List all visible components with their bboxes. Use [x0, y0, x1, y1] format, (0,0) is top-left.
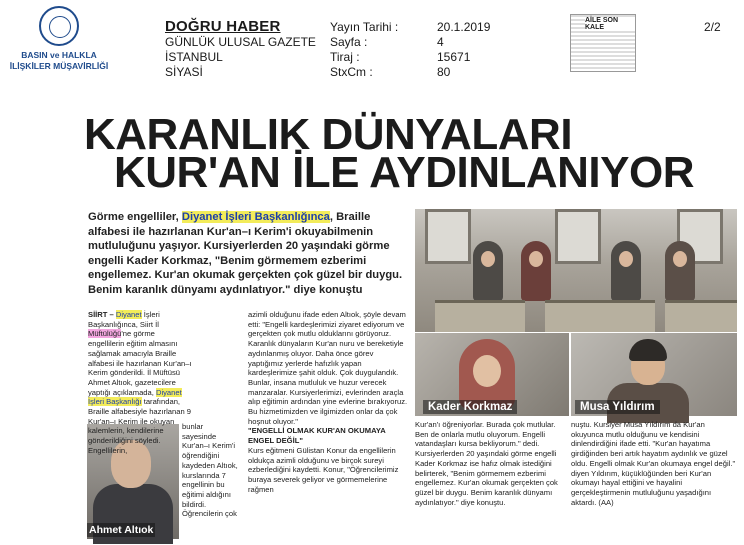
column-text: 'ne görme engellilerin eğitim almasını sağlamak amacıyla Braille alfabesi ile hazırlanan Kur'an–ı Kerim gönderildi. İl Müftüsü Ahmet Altıok, gazetecilere yaptığı açıklamada,: [88, 329, 192, 397]
desk-shape: [435, 300, 525, 332]
article-column-3: Kur'an'ı öğreniyorlar. Burada çok mutlular. Ben de onlarla mutlu oluyorum. Engelli vatandaşları kursa bekliyorum." dedi. Kursiyerlerden 20 yaşındaki görme engelli Kader Korkmaz ise hafız olmak istediğini belirterek, "Benim görmemem ezberimi engellemez. Kur'an okumak gerçekten çok güzel bir duygu. Benim karanlık dünyamı aydınlatıyor." diye konuştu.: [415, 420, 558, 507]
label-stxcm: StxCm :: [330, 65, 373, 79]
window-shape: [555, 209, 601, 264]
org-name: BASIN ve HALKLA İLİŞKİLER MÜŞAVİRLİĞİ: [9, 50, 109, 71]
student-figure: [473, 241, 503, 301]
label-date: Yayın Tarihi :: [330, 20, 399, 34]
student-figure: [665, 241, 695, 301]
meta-values: [437, 20, 490, 80]
page-number: 2/2: [704, 20, 721, 34]
value-date: 20.1.2019: [437, 20, 491, 34]
desk-shape: [665, 300, 737, 332]
subheading: "ENGELLİ OLMAK KUR'AN OKUMAYA ENGEL DEĞİL": [248, 426, 386, 446]
diyanet-seal-icon: [39, 6, 79, 46]
meta-labels: [330, 20, 398, 80]
thumbnail-title: AİLE SON KALE: [585, 17, 635, 31]
face-shape: [473, 355, 501, 387]
caption-kader: Kader Korkmaz: [423, 400, 517, 414]
student-figure: [521, 241, 551, 301]
publication-city: İSTANBUL: [165, 50, 223, 64]
headline-line-1: KARANLIK DÜNYALARI: [84, 110, 573, 159]
page-thumbnail[interactable]: [570, 14, 636, 72]
label-page: Sayfa :: [330, 35, 368, 49]
student-face: [673, 251, 687, 267]
window-shape: [425, 209, 471, 264]
ministry-logo: [0, 6, 118, 72]
publication-category: SİYASİ: [165, 65, 203, 79]
lead-paragraph: [88, 210, 413, 298]
highlight-muftuluk: Müftülüğü: [88, 329, 122, 339]
lead-text-end: , Braille alfabesi ile hazırlanan Kur'an–ı Kerim'i okuyabilmenin mutluluğunu yaşıyor. Kursiyerlerden 20 yaşındaki görme engelli Kader Korkmaz, "Benim görmemem ezberimi engellemez. Kur'an okumak gerçekten çok güzel bir duygu. Benim karanlık dünyamı aydınlatıyor." diye konuştu: [88, 211, 403, 296]
label-circulation: Tiraj :: [330, 50, 360, 64]
headline-line-2: KUR'AN İLE AYDINLANIYOR: [114, 148, 694, 197]
value-stxcm: 80: [437, 65, 451, 79]
headline: [84, 110, 744, 197]
article-column-4: nuştu. Kursiyer Musa Yıldırım da Kur'an okuyunca mutlu olduğunu ve kendisini dinlendirdiğini ifade etti. "Kur'an hayatıma girdiğinden beri artık hayatım aydınlık ve güzel oldu. Engelli olmak Kur'an okumaya engel değil." diyen Yıldırım, küçüklüğünden beri Kur'an okumayı hayal ettiğini ve hayalini gerçekleştirmenin mutluluğunu yaşadığını aktardı. (AA): [571, 420, 736, 507]
kader-korkmaz-photo: [415, 333, 569, 416]
student-face: [529, 251, 543, 267]
student-face: [481, 251, 495, 267]
musa-yildirim-photo: [571, 333, 737, 416]
caption-ahmet: Ahmet Altıok: [89, 524, 154, 536]
publication-type: GÜNLÜK ULUSAL GAZETE: [165, 35, 316, 49]
student-face: [619, 251, 633, 267]
caption-musa: Musa Yıldırım: [575, 400, 660, 414]
column-text: azimli olduğunu ifade eden Altıok, şöyle devam etti: "Engelli kardeşlerimizi ziyaret ediyorum ve gerçekten çok mutlu olduklarını görüyoruz. Karanlık dünyaların Kur'an nuru ve bereketiyle aydınlanmış oluyor. Daha önce görev yaptığımız yerlerde hafızlık yapan kardeşlerimize şahit olduk. Çok duygulandık. Bunlar, insana mutluluk ve huzur verecek manzaralar. Kursiyerlerimizi, evlerinden araçla alıp eğitimin ardından yine evlerine bırakıyoruz. Bu hizmetimizden ve ilgimizden onlar da çok hoşnut oluyor.": [248, 310, 408, 426]
column-text: tarafından, Braille alfabesiyle hazırlanan 9 Kur'an–ı Kerim ile okuyan kalemlerin, kendilerine gönderildiğini söyledi. Engellilerin,: [88, 397, 191, 455]
classroom-photo: [415, 209, 737, 332]
highlight-diyanet: Diyanet: [115, 310, 142, 319]
column-text: İşleri Başkanlığınca, Siirt İl: [88, 310, 160, 329]
article-column-2: [248, 310, 408, 540]
publication-name: DOĞRU HABER: [165, 18, 281, 35]
lead-text-start: Görme engelliler,: [88, 211, 182, 223]
value-page: 4: [437, 35, 444, 49]
article-column-1: [88, 310, 192, 455]
dateline: SİİRT –: [88, 310, 116, 319]
highlight-diyanet-baskanligi: Diyanet İşleri Başkanlığı: [88, 387, 182, 407]
student-figure: [611, 241, 641, 301]
desk-shape: [545, 300, 655, 332]
value-circulation: 15671: [437, 50, 471, 64]
publication-info: [165, 18, 316, 80]
column-text: Kurs eğitmeni Gülistan Konur da engellilerin oldukça azimli olduğunu ve birçok sureyi ezberlediğini kaydetti. Konur, "Öğrencilerimiz buraya severek geliyor ve görmemelerine rağmen: [248, 445, 399, 494]
lead-highlight: Diyanet İşleri Başkanlığınca: [181, 211, 330, 223]
hair-shape: [629, 339, 667, 361]
article-column-1b: bunlar sayesinde Kur'an–ı Kerim'i öğrendiğini kaydeden Altıok, kurslarında 7 engellinin bu eğitimi aldığını bildirdi. Öğrencilerin çok: [182, 422, 238, 519]
